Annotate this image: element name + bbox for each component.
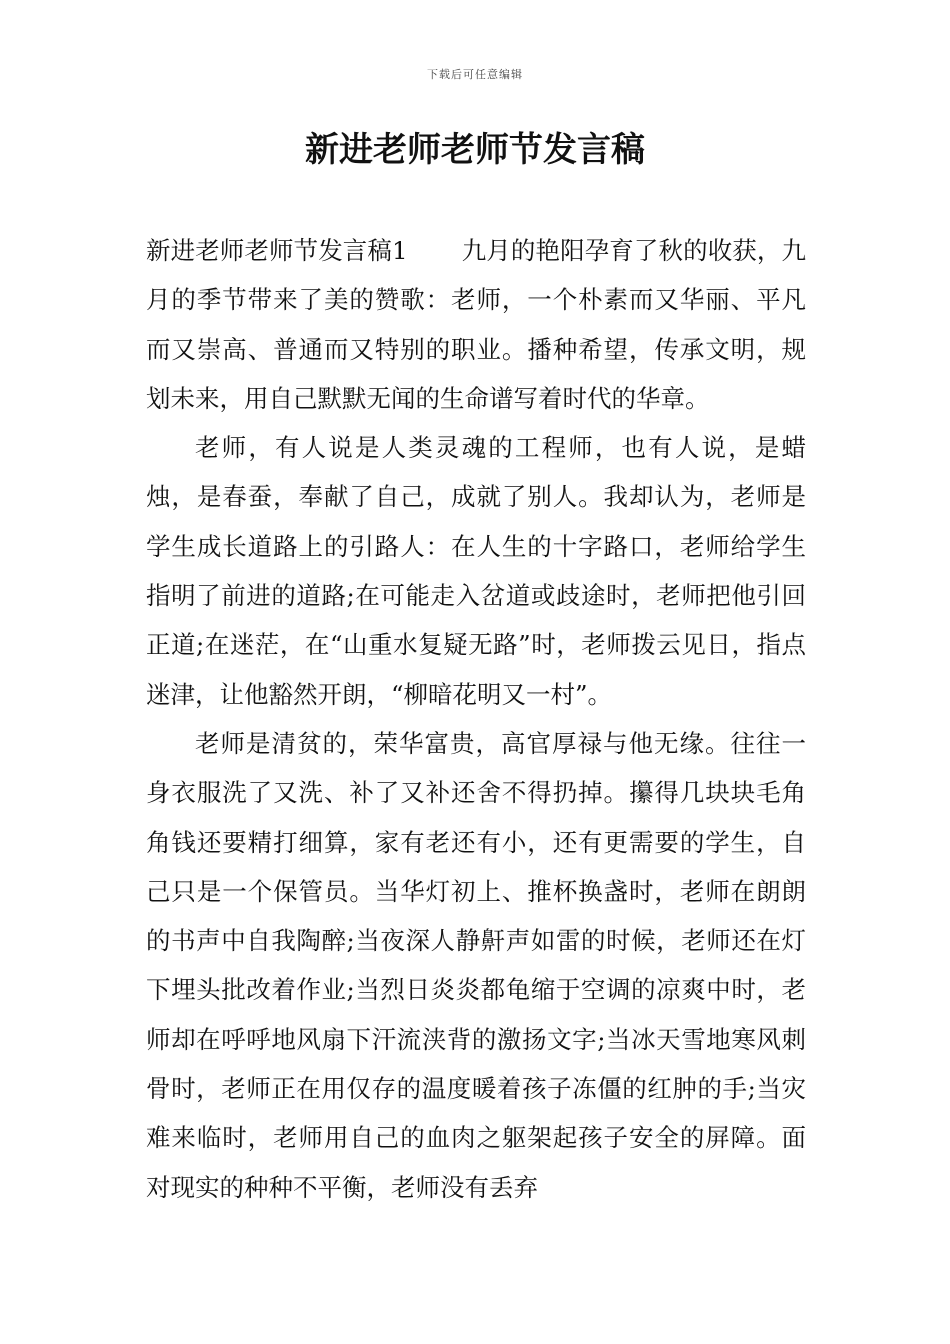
paragraph-1-text: 九月的艳阳孕育了秋的收获，九月的季节带来了美的赞歌：老师，一个朴素而又华丽、平凡而又崇高、普通而又特别的职业。播种希望，传承文明，规划未来，用自己默默无闻的生命谱写着时代的华章。 bbox=[146, 236, 806, 413]
paragraph-1 bbox=[146, 226, 806, 423]
header-note: 下载后可任意编辑 bbox=[427, 68, 523, 81]
paragraph-2: 老师，有人说是人类灵魂的工程师，也有人说，是蜡烛，是春蚕，奉献了自己，成就了别人。我却认为，老师是学生成长道路上的引路人：在人生的十字路口，老师给学生指明了前进的道路;在可能走入岔道或歧途时，老师把他引回正道;在迷茫，在“山重水复疑无路”时，老师拨云见日，指点迷津，让他豁然开朗，“柳暗花明又一村”。 bbox=[146, 433, 806, 709]
document-title: 新进老师老师节发言稿 bbox=[305, 130, 645, 170]
section-heading: 新进老师老师节发言稿1 bbox=[146, 236, 408, 265]
paragraph-3: 老师是清贫的，荣华富贵，高官厚禄与他无缘。往往一身衣服洗了又洗、补了又补还舍不得扔掉。攥得几块块毛角角钱还要精打细算，家有老还有小，还有更需要的学生，自己只是一个保管员。当华灯初上、推杯换盏时，老师在朗朗的书声中自我陶醉;当夜深人静鼾声如雷的时候，老师还在灯下埋头批改着作业;当烈日炎炎都龟缩于空调的凉爽中时，老师却在呼呼地风扇下汗流浃背的激扬文字;当冰天雪地寒风刺骨时，老师正在用仅存的温度暖着孩子冻僵的红肿的手;当灾难来临时，老师用自己的血肉之躯架起孩子安全的屏障。面对现实的种种不平衡，老师没有丢弃 bbox=[146, 728, 806, 1202]
document-body bbox=[146, 226, 806, 1212]
